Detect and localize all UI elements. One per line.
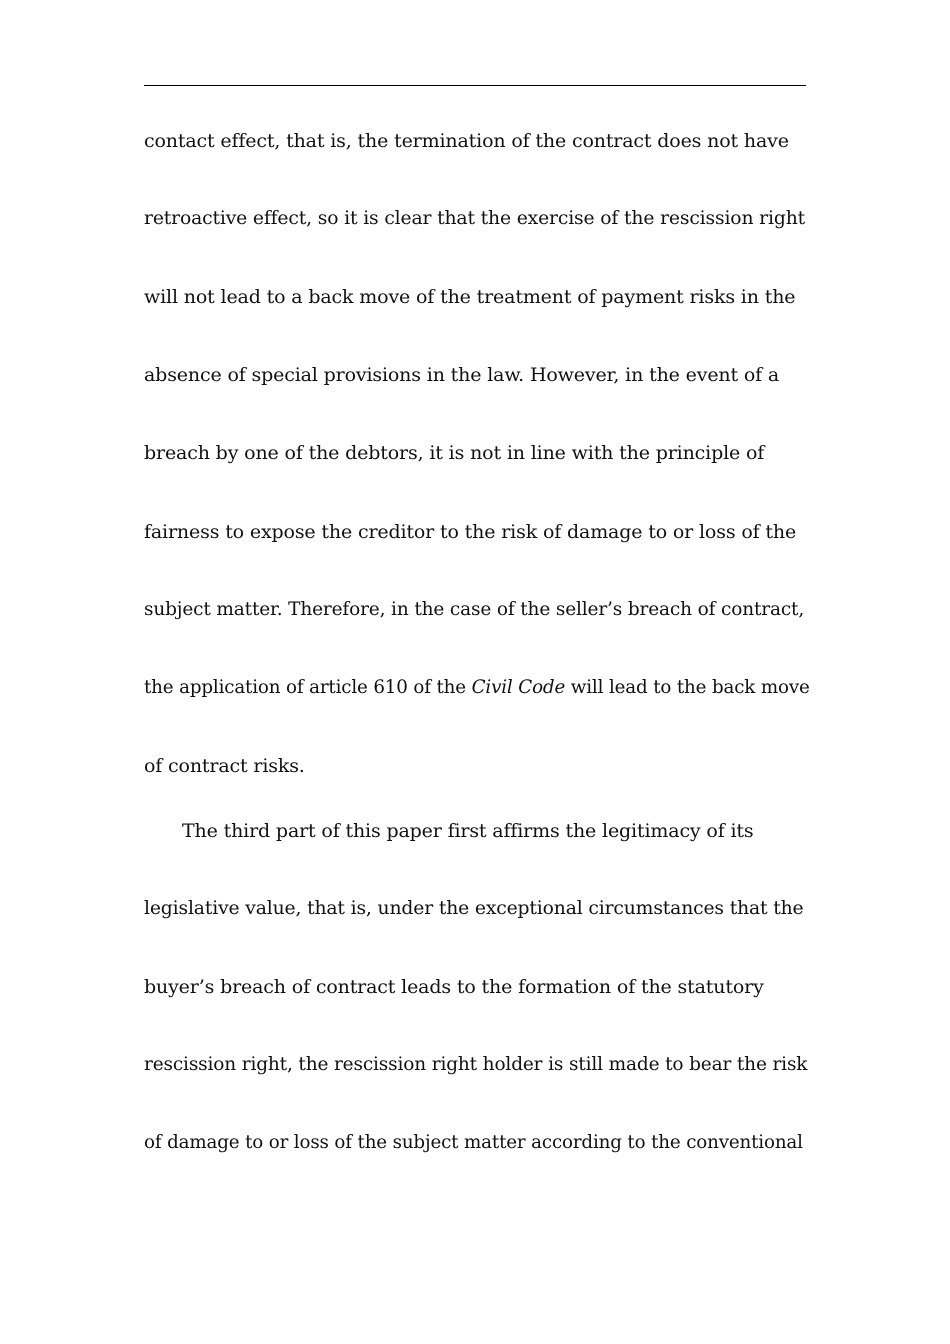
text-line-with-citation [144,676,810,700]
text-line: buyer’s breach of contract leads to the formation of the statutory [144,976,764,998]
text-line: breach by one of the debtors, it is not in line with the principle of [144,442,765,464]
text-line-indented: The third part of this paper first affirms the legitimacy of its [182,820,754,842]
civil-code-title: Civil Code [471,677,566,698]
text-line: of damage to or loss of the subject matter according to the conventional [144,1132,803,1153]
text-segment: will lead to the back move [565,677,810,698]
header-rule [144,85,806,86]
text-line: legislative value, that is, under the exceptional circumstances that the [144,898,804,919]
text-line: contact effect, that is, the termination of the contract does not have [144,130,789,152]
text-line: retroactive effect, so it is clear that the exercise of the rescission right [144,208,806,229]
text-segment: the application of article 610 of the [144,677,472,698]
text-line: absence of special provisions in the law. However, in the event of a [144,364,780,386]
text-line: of contract risks. [144,755,305,777]
text-line: subject matter. Therefore, in the case of the seller’s breach of contract, [144,599,805,620]
text-line: rescission right, the rescission right holder is still made to bear the risk [144,1054,808,1075]
text-line: fairness to expose the creditor to the risk of damage to or loss of the [144,521,797,543]
text-line: will not lead to a back move of the treatment of payment risks in the [144,286,796,308]
